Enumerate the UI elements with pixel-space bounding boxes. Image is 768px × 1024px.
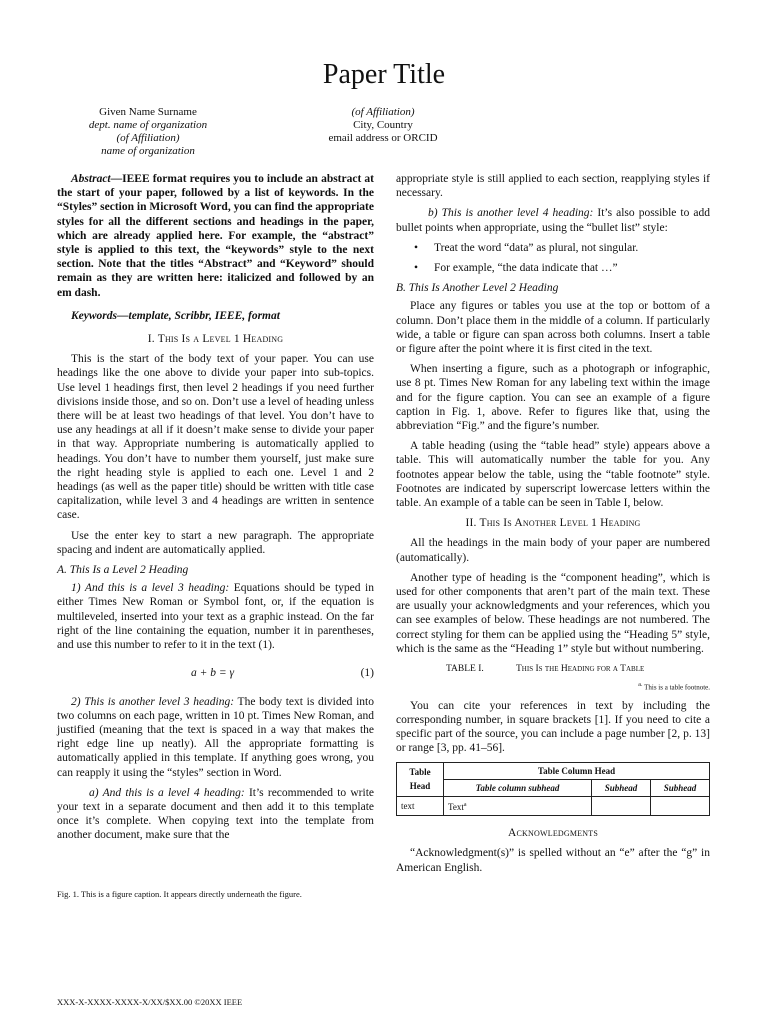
footnote-text: This is a table footnote. [642, 683, 710, 692]
list-item-text: For example, “the data indicate that …” [434, 262, 618, 275]
bullet-icon: • [414, 241, 419, 254]
paper-title: Paper Title [322, 59, 446, 90]
table-column-head: Table Column Head [444, 762, 710, 779]
bullet-list [396, 241, 710, 275]
body-paragraph: All the headings in the main body of your paper are numbered (automatically). [396, 537, 710, 564]
table-footnote [396, 678, 710, 695]
abstract-text: —IEEE format requires you to include an abstract at the start of your paper, followed by a list of keywords. In the “Styles” section in Microsoft Word, you can find the appropriate styles for all the different sections and headings in the paper, which are already applied here. For example, the “abstract” style is applied to this text, the “keywords” style to the next section. Note that the titles “Abstract” and “Keyword” should remain as they are written here: italicized and followed by an em dash. [57, 173, 374, 299]
author-email: email address or ORCID [328, 132, 438, 144]
table-cell [592, 797, 651, 816]
table-cell: text [397, 797, 444, 816]
body-paragraph: When inserting a figure, such as a photograph or infographic, use 8 pt. Times New Roman for any labeling text within the image and for the figure caption. You can see an example of a figure caption in Fig. 1, above. Refer to figures like that, using the abbreviation “Fig.” and the figure’s number. [396, 363, 710, 433]
body-paragraph: You can cite your references in text by including the corresponding number, in square brackets [1]. If you need to cite a specific part of the source, you can include a page number [2, p. 13] or range [3, pp. 41–56]. [396, 699, 710, 755]
keywords-text: —template, Scribbr, IEEE, format [117, 309, 280, 322]
subsection-heading-b: B. This Is Another Level 2 Heading [396, 282, 559, 295]
table-row [397, 779, 710, 796]
table-cell [651, 797, 710, 816]
paragraph-text: It’s recommended to write your text in a separate document and then add it to this template once it’s complete. When copying text into the template from another document, make sure that the [57, 786, 375, 842]
body-paragraph: “Acknowledgment(s)” is spelled without an “e” after the “g” in American English. [396, 847, 710, 874]
footnote-marker: a. [638, 682, 643, 689]
table-cell [444, 797, 592, 816]
table-cell-text: Text [448, 802, 464, 813]
author-affiliation: (of Affiliation) [351, 106, 415, 118]
body-paragraph [57, 581, 374, 652]
author-block-1 [33, 106, 263, 158]
table-row [397, 797, 710, 816]
section-heading-1: I. This Is a Level 1 Heading [147, 333, 284, 346]
example-table [396, 762, 710, 817]
level4-heading: b) This is another level 4 heading: [428, 207, 594, 220]
level4-heading: a) And this is a level 4 heading: [89, 786, 245, 799]
body-paragraph [396, 206, 710, 234]
body-paragraph: This is the start of the body text of your paper. You can use headings like the one above to divide your paper into sub-topics. Use level 1 headings first, then level 2 headings if you need further divisions inside those, and so on. Don’t use a level of heading unless there will be at least two headings of that level. You don’t have to use any headings at all if it doesn’t make sense to divide your paper in that way. Appropriate numbering is automatically applied to headings. You don’t have to number them yourself, just make sure the right heading style is applied to each one. Level 1 and 2 headings (as well as the paper title) should be written with title case capitalization, while level 3 and 4 headings are written in sentence case. [57, 353, 374, 522]
left-column [57, 172, 374, 849]
body-paragraph: Use the enter key to start a new paragraph. The appropriate spacing and indent are automatically applied. [57, 529, 374, 556]
table-subhead: Table column subhead [444, 779, 592, 796]
figure-caption: Fig. 1. This is a figure caption. It appears directly underneath the figure. [57, 889, 302, 899]
table-label: TABLE I. [446, 664, 484, 675]
table-subhead: Subhead [592, 779, 651, 796]
author-name: Given Name Surname [99, 106, 197, 118]
paragraph-text: Equations should be typed in either Times New Roman or Symbol font, or, if the equation is multileveled, inserted into your text as a graphic instead. On the far right of the line containing the equation, number it in parentheses, and use this number to refer to it in the text (1). [57, 582, 375, 652]
author-location: City, Country [353, 119, 413, 131]
paragraph-text: It’s also possible to add bullet points when appropriate, using the “bullet list” style: [396, 207, 710, 234]
keywords [57, 309, 374, 323]
footnote-marker: a [463, 802, 467, 809]
body-paragraph: appropriate style is still applied to each section, reapplying styles if necessary. [396, 173, 710, 200]
body-paragraph: A table heading (using the “table head” style) appears above a table. This will automatically number the table for you. Any footnotes appear below the table, using the “table footnote” style. Footnotes are indicated by superscript lowercase letters within the table. An example of a table can be seen in Table I, below. [396, 440, 710, 510]
equation-number: (1) [360, 667, 374, 680]
table-corner-head: Table Head [397, 762, 444, 796]
acknowledgments-heading: Acknowledgments [508, 827, 598, 840]
table-heading [396, 662, 710, 676]
section-heading-2: II. This Is Another Level 1 Heading [465, 517, 641, 530]
abstract [57, 172, 374, 300]
author-organization: name of organization [101, 145, 195, 157]
copyright-footer: XXX-X-XXXX-XXXX-X/XX/$XX.00 ©20XX IEEE [57, 997, 243, 1007]
list-item-text: Treat the word “data” as plural, not singular. [434, 241, 639, 254]
body-paragraph [57, 695, 374, 780]
equation [57, 666, 374, 680]
list-item [396, 261, 710, 275]
list-item [396, 241, 710, 255]
bullet-icon: • [414, 262, 419, 275]
level3-heading: 2) This is another level 3 heading: [71, 695, 235, 708]
right-column [396, 172, 710, 881]
table-subhead: Subhead [651, 779, 710, 796]
author-block-2 [268, 106, 498, 145]
table-title: This Is the Heading for a Table [516, 664, 645, 675]
body-paragraph [57, 786, 374, 843]
author-affiliation: (of Affiliation) [116, 132, 180, 144]
equation-expression: a + b = γ [191, 667, 235, 680]
level3-heading: 1) And this is a level 3 heading: [71, 582, 230, 595]
body-paragraph: Place any figures or tables you use at the top or bottom of a column. Don’t place them in the middle of a column. If particularly wide, a table or figure can span across both columns. Insert a table or figure after the point where it is first cited in the text. [396, 300, 710, 356]
abstract-label: Abstract [71, 173, 111, 185]
subsection-heading-a: A. This Is a Level 2 Heading [57, 564, 189, 577]
paragraph-text: The body text is divided into two columns on each page, written in 10 pt. Times New Roman, and justified (meaning that the text is spaced in a way that makes the right edge line up neatly). All the appropriate formatting is automatically applied in this template. If anything goes wrong, you can reapply it using the “styles” section in Word. [57, 695, 374, 779]
keywords-label: Keywords [71, 309, 117, 322]
author-dept: dept. name of organization [88, 119, 208, 131]
table-row [397, 762, 710, 779]
body-paragraph: Another type of heading is the “component heading”, which is used for other components that aren’t part of the main text. These are usually your acknowledgments and your references, which you can see examples of below. These headings are not numbered. The correct styling for them can be applied using the “Heading 5” style, which is the same as the “Heading 1” style but without numbering. [396, 571, 710, 655]
